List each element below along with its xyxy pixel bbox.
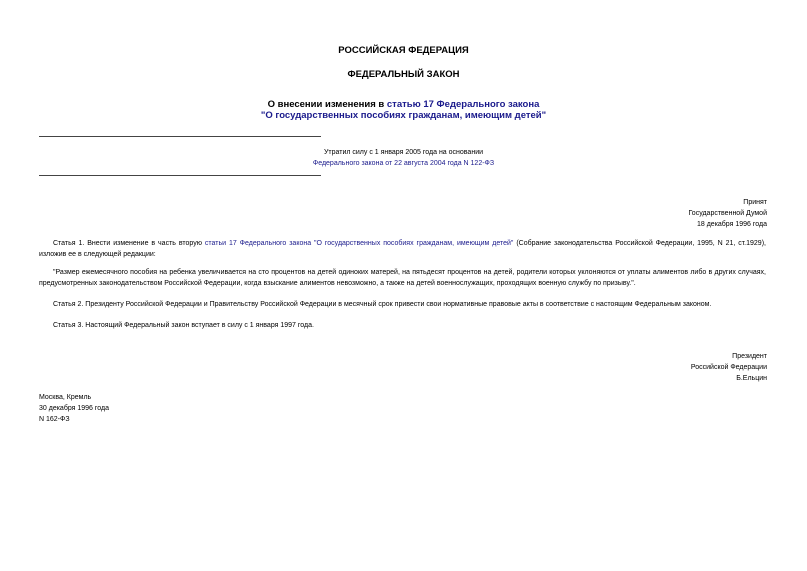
law-title-prefix: О внесении изменения в xyxy=(267,99,387,110)
place-line2: 30 декабря 1996 года xyxy=(39,405,110,412)
place-date-block xyxy=(39,392,239,425)
article-2-text: Статья 2. Президенту Российской Федерации и Правительству Российской Федерации в месячный срок привести свои нормативные правовые акты в соответствие с настоящим Федеральным законом. xyxy=(53,301,712,308)
divider-bottom xyxy=(39,175,321,176)
divider-top xyxy=(39,136,321,137)
article-1-link[interactable]: статьи 17 Федерального закона "О государственных пособиях гражданам, имеющим детей" xyxy=(204,240,514,247)
place-line3: N 162-ФЗ xyxy=(39,416,70,423)
article-1 xyxy=(39,238,766,260)
article-2 xyxy=(39,299,766,310)
law-title-line2 xyxy=(0,110,807,122)
signature-line1: Президент xyxy=(732,353,767,360)
article-1-prefix: Статья 1. Внести изменение в часть вторую xyxy=(53,240,205,247)
article-3 xyxy=(39,320,766,331)
doc-type-heading: ФЕДЕРАЛЬНЫЙ ЗАКОН xyxy=(347,69,460,80)
country-heading: РОССИЙСКАЯ ФЕДЕРАЦИЯ xyxy=(338,45,469,56)
repeal-law-link[interactable]: Федерального закона от 22 августа 2004 года N 122-ФЗ xyxy=(312,160,495,167)
law-name-link[interactable]: "О государственных пособиях гражданам, имеющим детей" xyxy=(260,110,547,121)
article-17-link[interactable]: статью 17 Федерального закона xyxy=(386,99,540,110)
accepted-line1: Принят xyxy=(743,199,767,206)
accepted-line2: Государственной Думой xyxy=(688,210,767,217)
signature-line3: Б.Ельцин xyxy=(736,375,767,382)
article-1-suffix: (Собрание законодательства Российской Федерации, 1995, N 21, ст.1929), изложив ее в следующей редакции: xyxy=(39,240,766,258)
article-1-quote xyxy=(39,267,766,289)
quote-text: "Размер ежемесячного пособия на ребенка увеличивается на сто процентов на детей одиноких матерей, на пятьдесят процентов на детей, родители которых уклоняются от уплаты алиментов либо в других случаях, предусмотренных законодательством Российской Федерации, когда взыскание алиментов невозможно, а также на детей военнослужащих, проходящих военную службу по призыву.". xyxy=(39,269,766,287)
accepted-line3: 18 декабря 1996 года xyxy=(696,221,767,228)
accepted-block xyxy=(567,197,767,230)
signature-block xyxy=(567,351,767,384)
status-text: Утратил силу с 1 января 2005 года на основании xyxy=(323,149,484,156)
signature-line2: Российской Федерации xyxy=(690,364,767,371)
article-3-text: Статья 3. Настоящий Федеральный закон вступает в силу с 1 января 1997 года. xyxy=(53,322,314,329)
place-line1: Москва, Кремль xyxy=(39,394,92,401)
status-link-line xyxy=(0,159,807,169)
